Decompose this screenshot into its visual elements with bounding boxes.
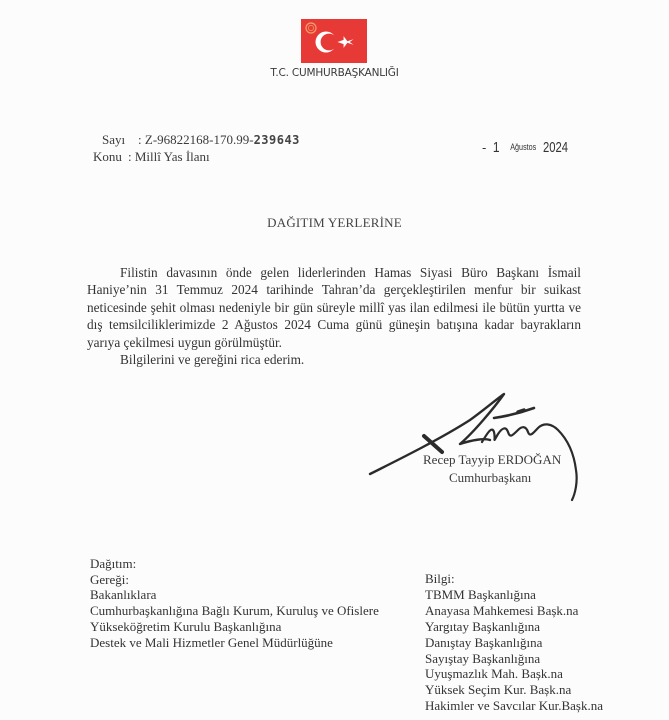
- list-item: Anayasa Mahkemesi Bașk.na: [425, 602, 579, 618]
- list-item: Sayıştay Başkanlığına: [425, 650, 541, 666]
- distribution-info-list: [425, 571, 603, 714]
- list-item: Cumhurbaşkanlığına Bağlı Kurum, Kuruluş ve Ofislere: [90, 603, 379, 619]
- list-item: Danıştay Başkanlığına: [425, 634, 543, 650]
- signer-title: Cumhurbaşkanı: [449, 470, 532, 485]
- letter-body: [87, 264, 581, 368]
- action-label: Gereği:: [90, 571, 129, 587]
- list-item: TBMM Başkanlığına: [425, 586, 536, 602]
- number-label: Sayı: [102, 132, 126, 147]
- subject-label: Konu: [93, 149, 122, 164]
- list-item: Bakanlıklara: [90, 587, 157, 603]
- list-item: Yükseköğretim Kurulu Başkanlığına: [90, 618, 282, 634]
- list-item: Uyuşmazlık Mah. Bașk.na: [425, 666, 563, 682]
- distribution-label: Dağıtım:: [90, 556, 137, 571]
- number-value-printed: Z-96822168-170.99-: [144, 132, 254, 147]
- reference-number: Sayı : Z-96822168-170.99-239643: [102, 132, 300, 147]
- info-label: Bilgi:: [425, 571, 455, 586]
- number-value-handwritten: 239643: [253, 133, 300, 147]
- date-day: 1: [493, 139, 500, 156]
- turkish-flag-emblem: [301, 19, 367, 63]
- signer-name: Recep Tayyip ERDOĞAN: [423, 452, 562, 467]
- subject-line: Konu : Millî Yas İlanı: [93, 149, 210, 164]
- distribution-heading: DAĞITIM YERLERİNE: [267, 215, 402, 230]
- distribution-action-list: [90, 556, 379, 650]
- document-date: - 1 Ağustos 2024: [482, 139, 569, 156]
- institution-name: T.C. CUMHURBAŞKANLIĞI: [270, 67, 399, 79]
- list-item: Hakimler ve Savcılar Kur.Bașk.na: [425, 698, 603, 714]
- list-item: Yargıtay Başkanlığına: [425, 618, 541, 634]
- list-item: Destek ve Mali Hizmetler Genel Müdürlüğüne: [90, 634, 333, 650]
- subject-value: Millî Yas İlanı: [134, 149, 210, 164]
- date-year: 2024: [543, 139, 569, 156]
- body-paragraph-1: Filistin davasının önde gelen liderlerinden Hamas Siyasi Büro Başkanı İsmail Haniye’nin 31 Temmuz 2024 tarihinde Tahran’da gerçekleştirilen menfur bir suikast neticesinde şehit olması nedeniyle bir gün süreyle millî yas ilan edilmesi ile bütün yurtta ve dış temsilciliklerimizde 2 Ağustos 2024 Cuma günü güneşin batışına kadar bayrakların yarıya çekilmesi uygun görülmüştür.: [87, 265, 581, 350]
- list-item: Yüksek Seçim Kur. Bașk.na: [425, 682, 572, 698]
- crescent-star-icon: [301, 19, 367, 63]
- date-month: Ağustos: [509, 142, 536, 152]
- body-paragraph-2: Bilgilerini ve gereğini rica ederim.: [120, 352, 305, 368]
